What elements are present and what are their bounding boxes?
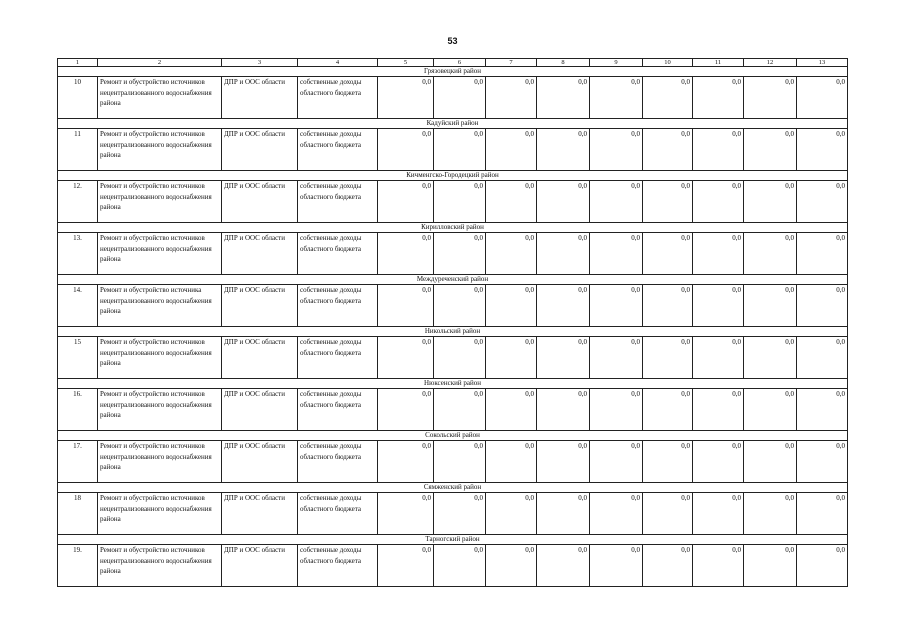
table-row [58,233,848,275]
table-body [58,59,848,587]
district-header-row [58,483,848,493]
value-cell: 0,0 [590,285,643,327]
value-cell: 0,0 [486,441,537,483]
value-cell: 0,0 [378,285,434,327]
executor: ДПР и ООС области [222,441,298,483]
value-cell: 0,0 [486,389,537,431]
value-cell: 0,0 [378,181,434,223]
value-cell: 0,0 [434,129,486,171]
value-cell: 0,0 [590,389,643,431]
value-cell: 0,0 [537,389,590,431]
table-row [58,77,848,119]
funding-source: собственные доходы областного бюджета [298,285,378,327]
value-cell: 0,0 [434,233,486,275]
column-number: 4 [298,59,378,67]
funding-source: собственные доходы областного бюджета [298,389,378,431]
value-cell: 0,0 [643,233,693,275]
value-cell: 0,0 [378,337,434,379]
value-cell: 0,0 [693,181,744,223]
row-number: 17. [58,441,98,483]
executor: ДПР и ООС области [222,337,298,379]
value-cell: 0,0 [744,337,797,379]
value-cell: 0,0 [537,285,590,327]
value-cell: 0,0 [797,77,848,119]
table-row [58,493,848,535]
value-cell: 0,0 [744,181,797,223]
funding-source: собственные доходы областного бюджета [298,545,378,587]
funding-source: собственные доходы областного бюджета [298,337,378,379]
value-cell: 0,0 [537,337,590,379]
value-cell: 0,0 [797,285,848,327]
district-name: Грязовецкий район [58,67,848,77]
value-cell: 0,0 [537,129,590,171]
executor: ДПР и ООС области [222,181,298,223]
value-cell: 0,0 [693,545,744,587]
district-name: Кирилловский район [58,223,848,233]
value-cell: 0,0 [693,77,744,119]
column-number: 7 [486,59,537,67]
value-cell: 0,0 [434,493,486,535]
column-number: 11 [693,59,744,67]
value-cell: 0,0 [643,441,693,483]
executor: ДПР и ООС области [222,129,298,171]
value-cell: 0,0 [434,389,486,431]
district-header-row [58,171,848,181]
column-number: 2 [98,59,222,67]
measure-name: Ремонт и обустройство источников нецентрализованного водоснабжения района [98,337,222,379]
district-name: Нюксенский район [58,379,848,389]
table-row [58,337,848,379]
value-cell: 0,0 [797,389,848,431]
value-cell: 0,0 [486,545,537,587]
executor: ДПР и ООС области [222,233,298,275]
column-number: 6 [434,59,486,67]
value-cell: 0,0 [378,493,434,535]
value-cell: 0,0 [434,545,486,587]
funding-source: собственные доходы областного бюджета [298,233,378,275]
executor: ДПР и ООС области [222,493,298,535]
district-name: Никольский район [58,327,848,337]
value-cell: 0,0 [378,441,434,483]
value-cell: 0,0 [797,181,848,223]
row-number: 12. [58,181,98,223]
value-cell: 0,0 [590,181,643,223]
column-number: 13 [797,59,848,67]
district-name: Кадуйский район [58,119,848,129]
value-cell: 0,0 [590,233,643,275]
value-cell: 0,0 [486,337,537,379]
measure-name: Ремонт и обустройство источника нецентрализованного водоснабжения района [98,285,222,327]
district-header-row [58,119,848,129]
row-number: 13. [58,233,98,275]
district-header-row [58,67,848,77]
table-row [58,389,848,431]
executor: ДПР и ООС области [222,545,298,587]
column-number: 3 [222,59,298,67]
table-row [58,441,848,483]
column-number: 9 [590,59,643,67]
value-cell: 0,0 [744,545,797,587]
district-header-row [58,431,848,441]
value-cell: 0,0 [744,129,797,171]
table-row [58,545,848,587]
value-cell: 0,0 [643,389,693,431]
value-cell: 0,0 [643,545,693,587]
funding-source: собственные доходы областного бюджета [298,77,378,119]
value-cell: 0,0 [537,441,590,483]
column-number: 5 [378,59,434,67]
district-name: Междуреченский район [58,275,848,285]
district-header-row [58,275,848,285]
value-cell: 0,0 [378,389,434,431]
district-header-row [58,327,848,337]
row-number: 18 [58,493,98,535]
column-number-row [58,59,848,67]
value-cell: 0,0 [744,233,797,275]
table-row [58,181,848,223]
value-cell: 0,0 [693,129,744,171]
district-name: Тарногский район [58,535,848,545]
value-cell: 0,0 [693,389,744,431]
table-row [58,129,848,171]
funding-source: собственные доходы областного бюджета [298,181,378,223]
value-cell: 0,0 [378,129,434,171]
value-cell: 0,0 [693,233,744,275]
value-cell: 0,0 [744,441,797,483]
value-cell: 0,0 [744,77,797,119]
value-cell: 0,0 [590,337,643,379]
page-number: 53 [447,36,458,46]
value-cell: 0,0 [643,181,693,223]
executor: ДПР и ООС области [222,285,298,327]
value-cell: 0,0 [693,337,744,379]
funding-source: собственные доходы областного бюджета [298,493,378,535]
value-cell: 0,0 [693,493,744,535]
value-cell: 0,0 [537,493,590,535]
value-cell: 0,0 [434,77,486,119]
value-cell: 0,0 [797,493,848,535]
value-cell: 0,0 [590,441,643,483]
row-number: 11 [58,129,98,171]
value-cell: 0,0 [693,441,744,483]
district-name: Сямженский район [58,483,848,493]
measure-name: Ремонт и обустройство источников нецентрализованного водоснабжения района [98,181,222,223]
funding-source: собственные доходы областного бюджета [298,441,378,483]
funding-source: собственные доходы областного бюджета [298,129,378,171]
value-cell: 0,0 [797,441,848,483]
value-cell: 0,0 [434,181,486,223]
value-cell: 0,0 [537,77,590,119]
value-cell: 0,0 [378,233,434,275]
value-cell: 0,0 [378,77,434,119]
value-cell: 0,0 [486,77,537,119]
column-number: 8 [537,59,590,67]
value-cell: 0,0 [486,493,537,535]
measure-name: Ремонт и обустройство источников нецентрализованного водоснабжения района [98,545,222,587]
value-cell: 0,0 [590,129,643,171]
district-header-row [58,223,848,233]
value-cell: 0,0 [744,493,797,535]
measure-name: Ремонт и обустройство источников нецентрализованного водоснабжения района [98,129,222,171]
value-cell: 0,0 [643,285,693,327]
executor: ДПР и ООС области [222,77,298,119]
value-cell: 0,0 [434,441,486,483]
value-cell: 0,0 [434,285,486,327]
value-cell: 0,0 [590,493,643,535]
value-cell: 0,0 [744,389,797,431]
district-header-row [58,379,848,389]
value-cell: 0,0 [693,285,744,327]
row-number: 19. [58,545,98,587]
value-cell: 0,0 [643,337,693,379]
value-cell: 0,0 [486,285,537,327]
value-cell: 0,0 [797,337,848,379]
value-cell: 0,0 [744,285,797,327]
district-name: Сокольский район [58,431,848,441]
district-header-row [58,535,848,545]
value-cell: 0,0 [486,233,537,275]
measure-name: Ремонт и обустройство источников нецентрализованного водоснабжения района [98,389,222,431]
value-cell: 0,0 [537,545,590,587]
measure-name: Ремонт и обустройство источников нецентрализованного водоснабжения района [98,77,222,119]
value-cell: 0,0 [797,129,848,171]
measure-name: Ремонт и обустройство источников нецентрализованного водоснабжения района [98,233,222,275]
column-number: 1 [58,59,98,67]
row-number: 16. [58,389,98,431]
value-cell: 0,0 [643,77,693,119]
district-name: Кичменгско-Городецкий район [58,171,848,181]
budget-table [57,58,848,587]
row-number: 15 [58,337,98,379]
column-number: 12 [744,59,797,67]
value-cell: 0,0 [434,337,486,379]
value-cell: 0,0 [797,233,848,275]
value-cell: 0,0 [537,181,590,223]
value-cell: 0,0 [378,545,434,587]
value-cell: 0,0 [590,77,643,119]
value-cell: 0,0 [643,493,693,535]
row-number: 14. [58,285,98,327]
value-cell: 0,0 [486,181,537,223]
column-number: 10 [643,59,693,67]
value-cell: 0,0 [643,129,693,171]
measure-name: Ремонт и обустройство источников нецентрализованного водоснабжения района [98,493,222,535]
value-cell: 0,0 [537,233,590,275]
value-cell: 0,0 [797,545,848,587]
measure-name: Ремонт и обустройство источников нецентрализованного водоснабжения района [98,441,222,483]
row-number: 10 [58,77,98,119]
executor: ДПР и ООС области [222,389,298,431]
table-row [58,285,848,327]
value-cell: 0,0 [486,129,537,171]
value-cell: 0,0 [590,545,643,587]
